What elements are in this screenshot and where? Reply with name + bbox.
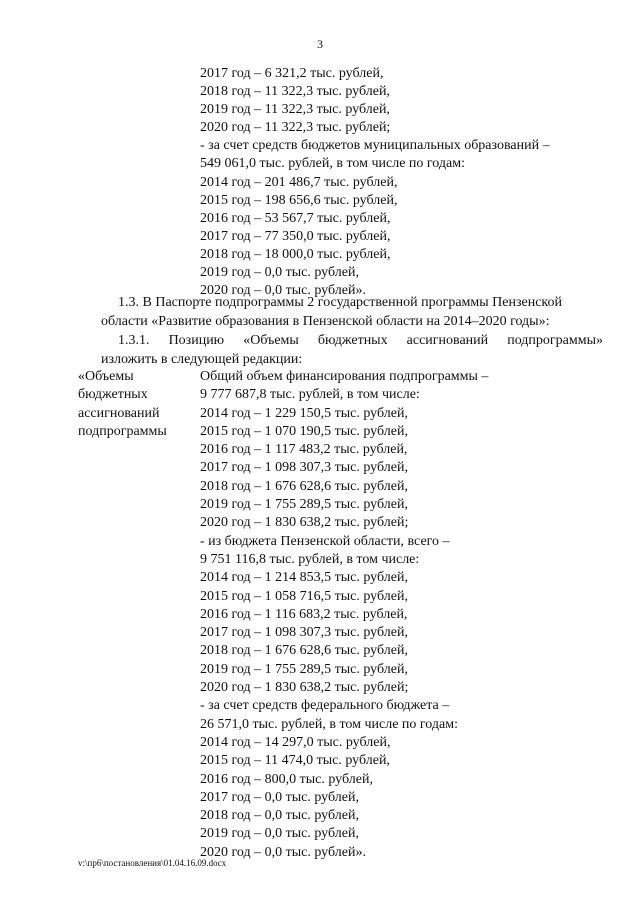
label-line: «Объемы xyxy=(78,369,134,384)
text-line: 2016 год – 800,0 тыс. рублей, xyxy=(200,771,373,787)
position-value-column xyxy=(200,368,600,862)
text-line: 9 751 116,8 тыс. рублей, в том числе: xyxy=(200,551,420,567)
word: ассигнований xyxy=(406,333,489,348)
text-line: 2015 год – 11 474,0 тыс. рублей, xyxy=(200,753,390,769)
text-line: 2019 год – 1 755 289,5 тыс. рублей, xyxy=(200,661,408,677)
word: бюджетных xyxy=(317,333,388,348)
text-line: 26 571,0 тыс. рублей, в том числе по годам: xyxy=(200,716,458,732)
label-line: бюджетных xyxy=(78,387,148,403)
text-line: 2020 год – 11 322,3 тыс. рублей; xyxy=(200,120,391,136)
text-line: - за счет средств федерального бюджета – xyxy=(200,698,450,714)
word: подпрограммы» xyxy=(507,333,603,348)
text-line: 2016 год – 53 567,7 тыс. рублей, xyxy=(200,210,391,226)
text-line: 2018 год – 1 676 628,6 тыс. рублей, xyxy=(200,478,408,494)
paragraph-1-3 xyxy=(101,293,603,331)
word: 1.3.1. xyxy=(118,333,150,348)
text-line: 2020 год – 0,0 тыс. рублей». xyxy=(200,844,366,860)
text-line: 2019 год – 0,0 тыс. рублей, xyxy=(200,265,359,281)
text-line: 2019 год – 0,0 тыс. рублей, xyxy=(200,826,359,842)
text-line: 2014 год – 1 214 853,5 тыс. рублей, xyxy=(200,570,408,586)
text-line: 2016 год – 1 116 683,2 тыс. рублей, xyxy=(200,606,408,622)
word: «Объемы xyxy=(243,333,299,348)
text-line: 2017 год – 1 098 307,3 тыс. рублей, xyxy=(200,460,408,476)
text-line: 2015 год – 1 070 190,5 тыс. рублей, xyxy=(200,423,408,439)
paragraph-line-justified xyxy=(101,331,603,350)
word: Позицию xyxy=(168,333,225,348)
text-line: 2014 год – 201 486,7 тыс. рублей, xyxy=(200,174,398,190)
text-line: 9 777 687,8 тыс. рублей, в том числе: xyxy=(200,387,420,403)
funding-continuation-block xyxy=(200,65,600,300)
text-line: 2017 год – 0,0 тыс. рублей, xyxy=(200,789,359,805)
text-line: 2020 год – 1 830 638,2 тыс. рублей; xyxy=(200,680,409,696)
paragraph-line: изложить в следующей редакции: xyxy=(101,352,303,367)
paragraph-line: области «Развитие образования в Пензенской области на 2014–2020 годы»: xyxy=(101,314,550,329)
text-line: 2017 год – 1 098 307,3 тыс. рублей, xyxy=(200,625,408,641)
text-line: 2020 год – 0,0 тыс. рублей». xyxy=(200,283,366,299)
text-line: 2014 год – 14 297,0 тыс. рублей, xyxy=(200,734,391,750)
text-line: Общий объем финансирования подпрограммы – xyxy=(200,369,489,384)
text-line: 2018 год – 1 676 628,6 тыс. рублей, xyxy=(200,643,408,659)
text-line: - за счет средств бюджетов муниципальных образований – xyxy=(200,138,550,154)
text-line: 549 061,0 тыс. рублей, в том числе по годам: xyxy=(200,156,465,172)
text-line: 2015 год – 1 058 716,5 тыс. рублей, xyxy=(200,588,408,604)
label-line: подпрограммы xyxy=(78,423,167,439)
text-line: 2016 год – 1 117 483,2 тыс. рублей, xyxy=(200,442,408,458)
page-number: 3 xyxy=(317,37,323,51)
text-line: 2014 год – 1 229 150,5 тыс. рублей, xyxy=(200,405,408,421)
text-line: - из бюджета Пензенской области, всего – xyxy=(200,533,450,549)
text-line: 2018 год – 0,0 тыс. рублей, xyxy=(200,808,359,824)
position-label-column xyxy=(78,368,193,441)
label-line: ассигнований xyxy=(78,405,160,421)
text-line: 2017 год – 6 321,2 тыс. рублей, xyxy=(200,66,384,81)
paragraph-1-3-1 xyxy=(101,331,603,369)
footer-file-path: v:\пр6\постановления\01.04.16.09.docx xyxy=(78,858,227,868)
paragraph-line: 1.3. В Паспорте подпрограммы 2 государственной программы Пензенской xyxy=(118,295,563,310)
text-line: 2015 год – 198 656,6 тыс. рублей, xyxy=(200,192,398,208)
text-line: 2018 год – 18 000,0 тыс. рублей, xyxy=(200,246,391,262)
text-line: 2017 год – 77 350,0 тыс. рублей, xyxy=(200,228,391,244)
text-line: 2019 год – 11 322,3 тыс. рублей, xyxy=(200,102,390,118)
text-line: 2018 год – 11 322,3 тыс. рублей, xyxy=(200,84,390,100)
text-line: 2020 год – 1 830 638,2 тыс. рублей; xyxy=(200,515,409,531)
text-line: 2019 год – 1 755 289,5 тыс. рублей, xyxy=(200,497,408,513)
